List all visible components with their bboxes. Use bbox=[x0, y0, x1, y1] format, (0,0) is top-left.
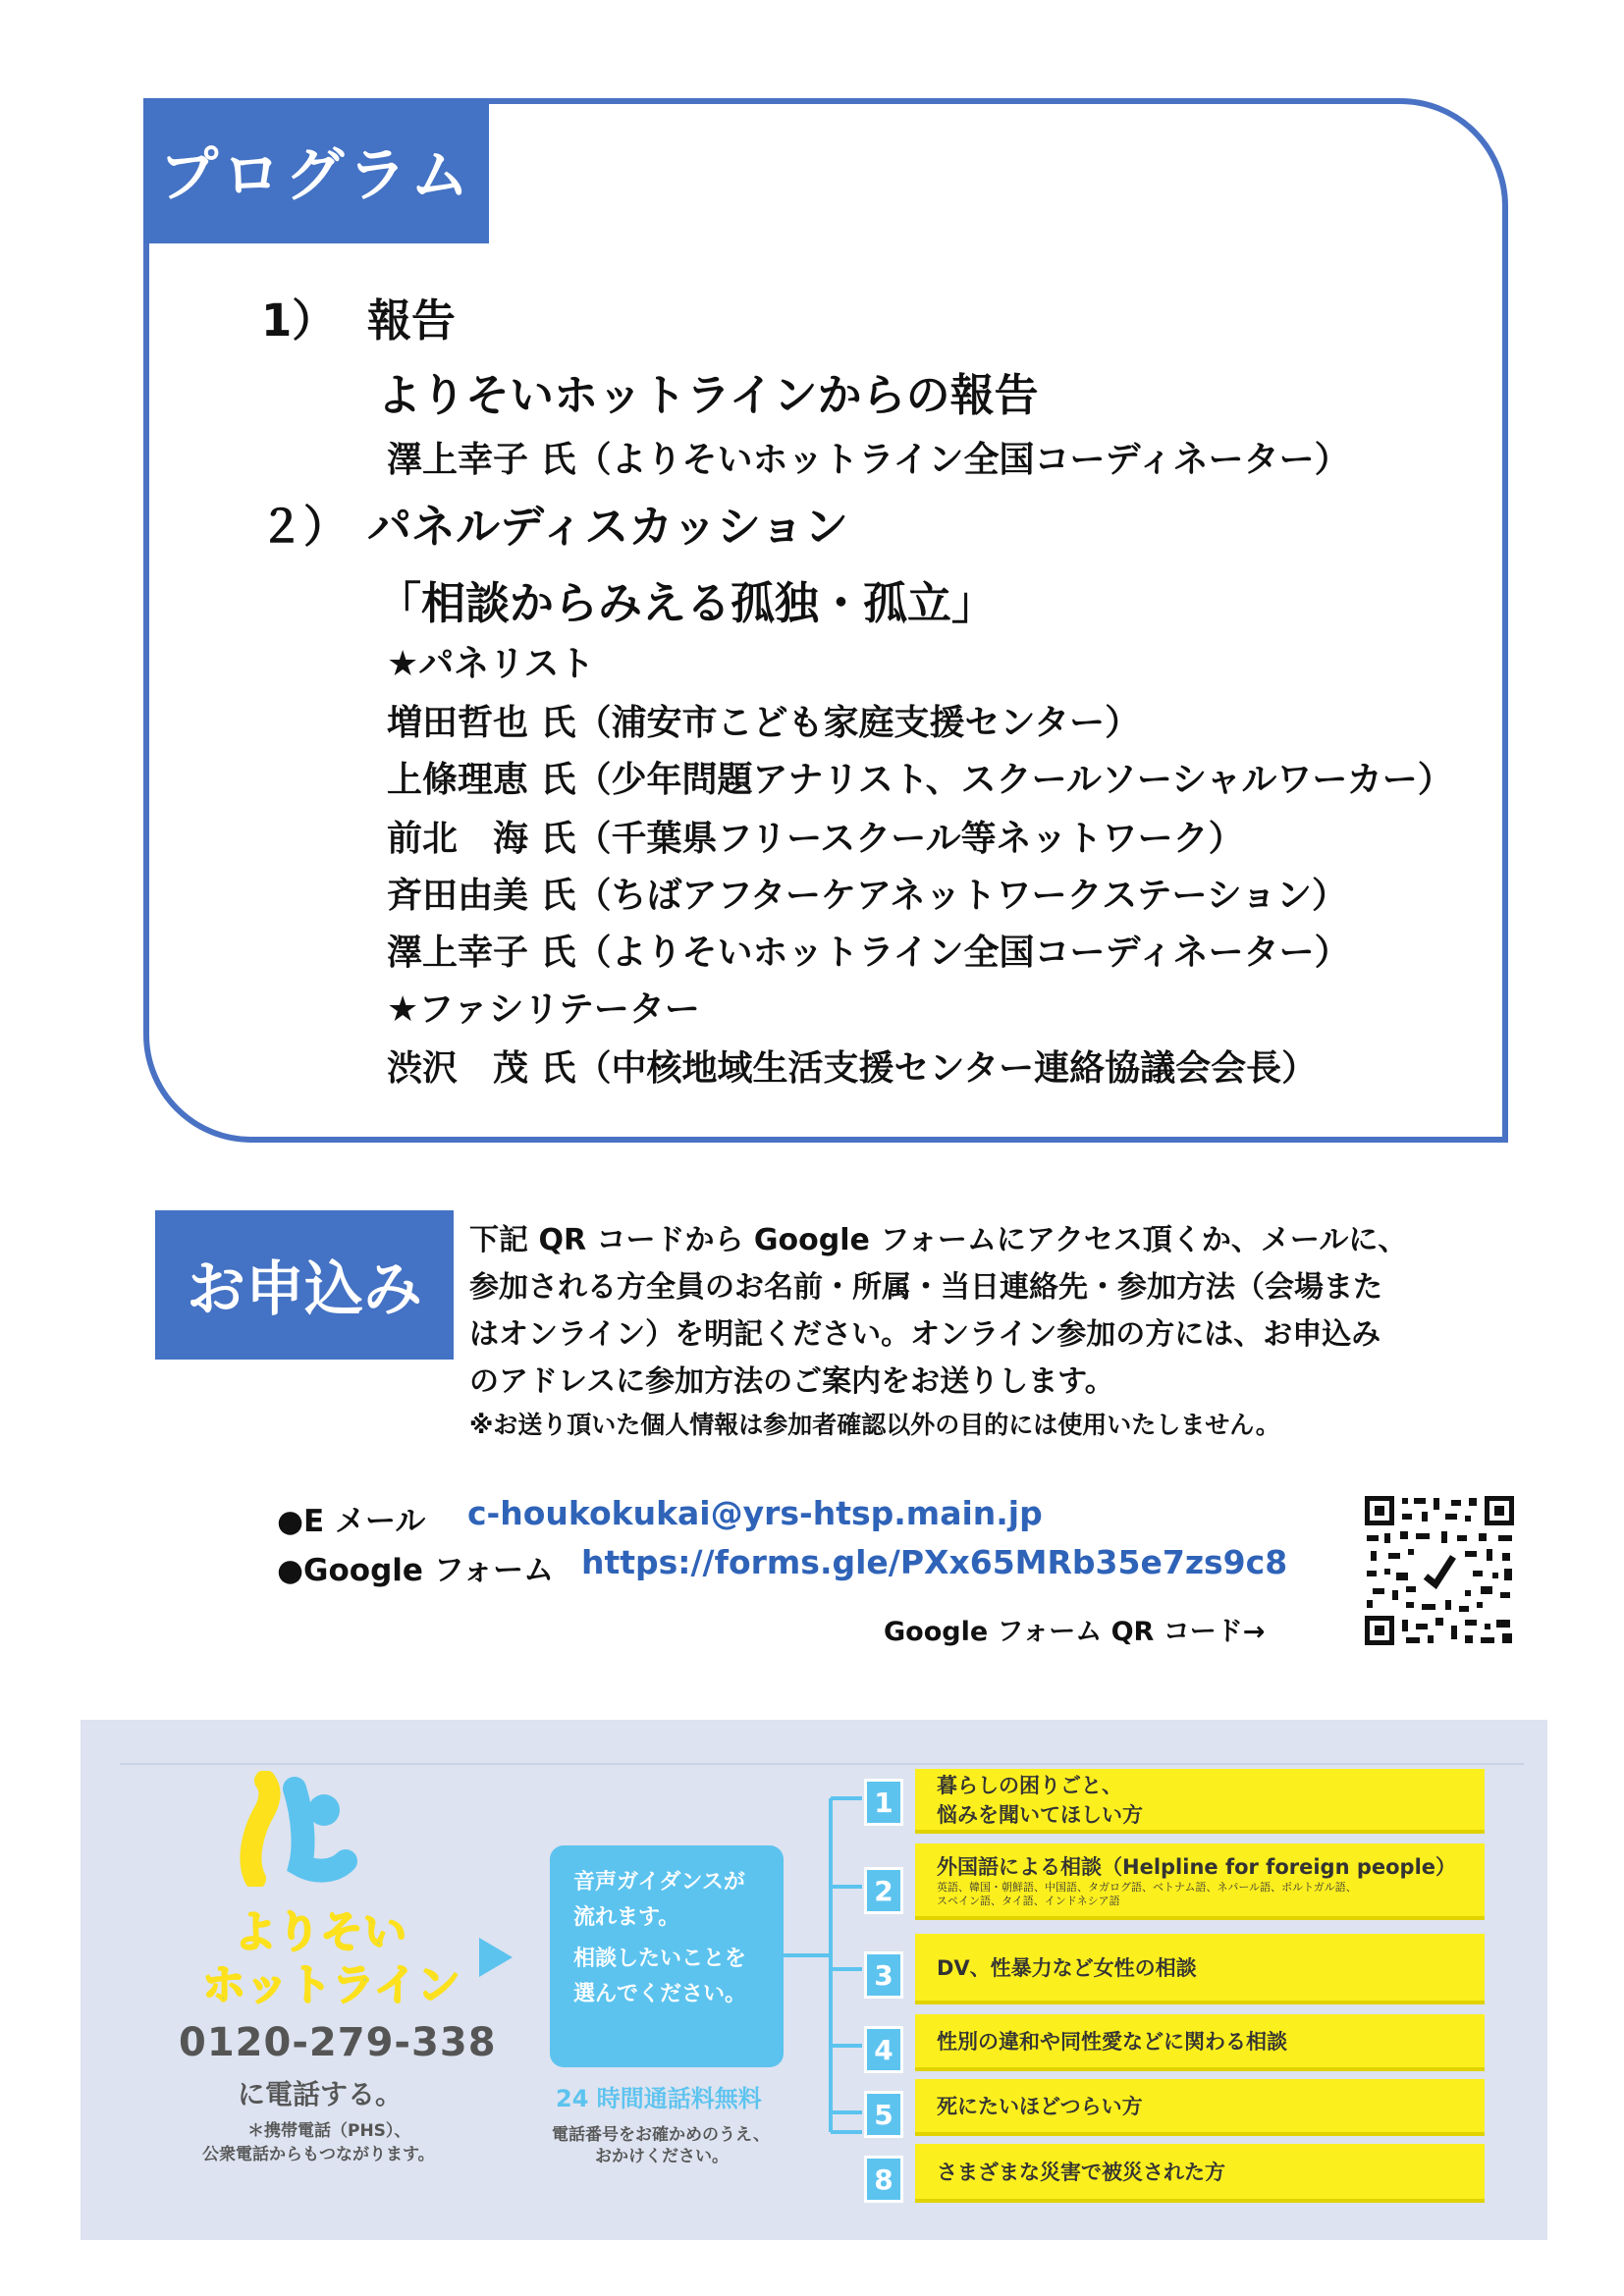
option-text: さまざまな災害で被災された方 bbox=[937, 2161, 1225, 2184]
option-text: スペイン語、タイ語、インドネシア語 bbox=[937, 1895, 1120, 1907]
hotline-logo-icon bbox=[236, 1771, 363, 1887]
logo-text-2: ホットライン bbox=[202, 1960, 460, 2010]
apply-heading: お申込み bbox=[155, 1210, 454, 1360]
apply-text-line: のアドレスに参加方法のご案内をお送りします。 bbox=[469, 1364, 1114, 1399]
item1-speaker: 澤上幸子 氏（よりそいホットライン全国コーディネーター） bbox=[387, 440, 1350, 480]
option-number: 1 bbox=[864, 1779, 903, 1826]
option-text: DV、性暴力など女性の相談 bbox=[937, 1956, 1197, 1980]
call-text: に電話する。 bbox=[238, 2078, 404, 2110]
hotline-banner bbox=[81, 1720, 1547, 2240]
privacy-note: ※お送り頂いた個人情報は参加者確認以外の目的には使用いたしません。 bbox=[469, 1411, 1280, 1439]
option-text: 悩みを聞いてほしい方 bbox=[937, 1803, 1143, 1827]
panelist-item: 澤上幸子 氏（よりそいホットライン全国コーディネーター） bbox=[387, 933, 1350, 973]
panelist-item: 前北 海 氏（千葉県フリースクール等ネットワーク） bbox=[387, 819, 1244, 859]
arrow-right-icon bbox=[479, 1938, 513, 1977]
email-label: ●E メール bbox=[277, 1504, 426, 1539]
panelist-item: 上條理恵 氏（少年問題アナリスト、スクールソーシャルワーカー） bbox=[387, 760, 1453, 800]
option-text: 性別の違和や同性愛などに関わる相談 bbox=[937, 2030, 1287, 2054]
item1-subtitle: よりそいホットラインからの報告 bbox=[377, 369, 1039, 421]
option-number: 8 bbox=[864, 2156, 903, 2203]
hotline-phone[interactable]: 0120-279-338 bbox=[179, 2020, 497, 2065]
guidance-line: 相談したいことを bbox=[573, 1947, 747, 1971]
panelists-header: ★パネリスト bbox=[387, 644, 595, 684]
qr-code[interactable] bbox=[1363, 1494, 1516, 1647]
option-text: 暮らしの困りごと、 bbox=[937, 1774, 1122, 1797]
free-24h: 24 時間通話料無料 bbox=[556, 2085, 762, 2112]
guidance-box bbox=[550, 1845, 784, 2067]
email-link[interactable]: c-houkokukai@yrs-htsp.main.jp bbox=[467, 1494, 1043, 1532]
panelist-item: 増田哲也 氏（浦安市こども家庭支援センター） bbox=[387, 703, 1141, 743]
logo-text-1: よりそい bbox=[234, 1907, 406, 1957]
facilitator: 渋沢 茂 氏（中核地域生活支援センター連絡協議会会長） bbox=[387, 1048, 1318, 1089]
phone-note-2: 公衆電話からもつながります。 bbox=[202, 2145, 435, 2164]
item2-subtitle: 「相談からみえる孤独・孤立」 bbox=[377, 577, 997, 629]
guidance-line: 選んでください。 bbox=[573, 1982, 747, 2006]
confirm-note-1: 電話番号をお確かめのうえ、 bbox=[552, 2125, 771, 2145]
item2-number: ２） bbox=[259, 501, 349, 553]
phone-note-1: ＊携帯電話（PHS）、 bbox=[247, 2121, 411, 2141]
divider bbox=[120, 1763, 1524, 1765]
form-label: ●Google フォーム bbox=[277, 1553, 555, 1588]
program-heading: プログラム bbox=[143, 98, 489, 243]
apply-text-line: 下記 QR コードから Google フォームにアクセス頂くか、メールに、 bbox=[469, 1223, 1408, 1257]
confirm-note-2: おかけください。 bbox=[595, 2147, 729, 2166]
facilitator-header: ★ファシリテーター bbox=[387, 989, 700, 1030]
apply-text-line: 参加される方全員のお名前・所属・当日連絡先・参加方法（会場また bbox=[469, 1270, 1382, 1305]
form-link[interactable]: https://forms.gle/PXx65MRb35e7zs9c8 bbox=[581, 1543, 1288, 1581]
option-2[interactable] bbox=[915, 1843, 1485, 1920]
option-number: 5 bbox=[864, 2091, 903, 2138]
guidance-line: 流れます。 bbox=[573, 1905, 680, 1930]
option-1[interactable] bbox=[915, 1769, 1485, 1834]
option-text: 外国語による相談（Helpline for foreign people） bbox=[937, 1855, 1457, 1879]
item1-title: 報告 bbox=[367, 294, 457, 347]
option-8[interactable] bbox=[915, 2144, 1485, 2203]
option-text: 死にたいほどつらい方 bbox=[937, 2095, 1143, 2118]
qr-caption: Google フォーム QR コード→ bbox=[884, 1617, 1266, 1647]
panelist-item: 斉田由美 氏（ちばアフターケアネットワークステーション） bbox=[387, 876, 1348, 916]
item1-number: 1） bbox=[261, 294, 337, 347]
option-number: 2 bbox=[864, 1867, 903, 1914]
option-text: 英語、韓国・朝鮮語、中国語、タガログ語、ベトナム語、ネパール語、ポルトガル語、 bbox=[937, 1881, 1357, 1894]
option-number: 4 bbox=[864, 2026, 903, 2073]
guidance-line: 音声ガイダンスが bbox=[573, 1870, 745, 1895]
option-5[interactable] bbox=[915, 2079, 1485, 2136]
option-number: 3 bbox=[864, 1951, 903, 1999]
apply-text-line: はオンライン）を明記ください。オンライン参加の方には、お申込み bbox=[469, 1317, 1381, 1352]
option-3[interactable] bbox=[915, 1934, 1485, 2004]
item2-title: パネルディスカッション bbox=[367, 501, 849, 553]
option-4[interactable] bbox=[915, 2014, 1485, 2071]
